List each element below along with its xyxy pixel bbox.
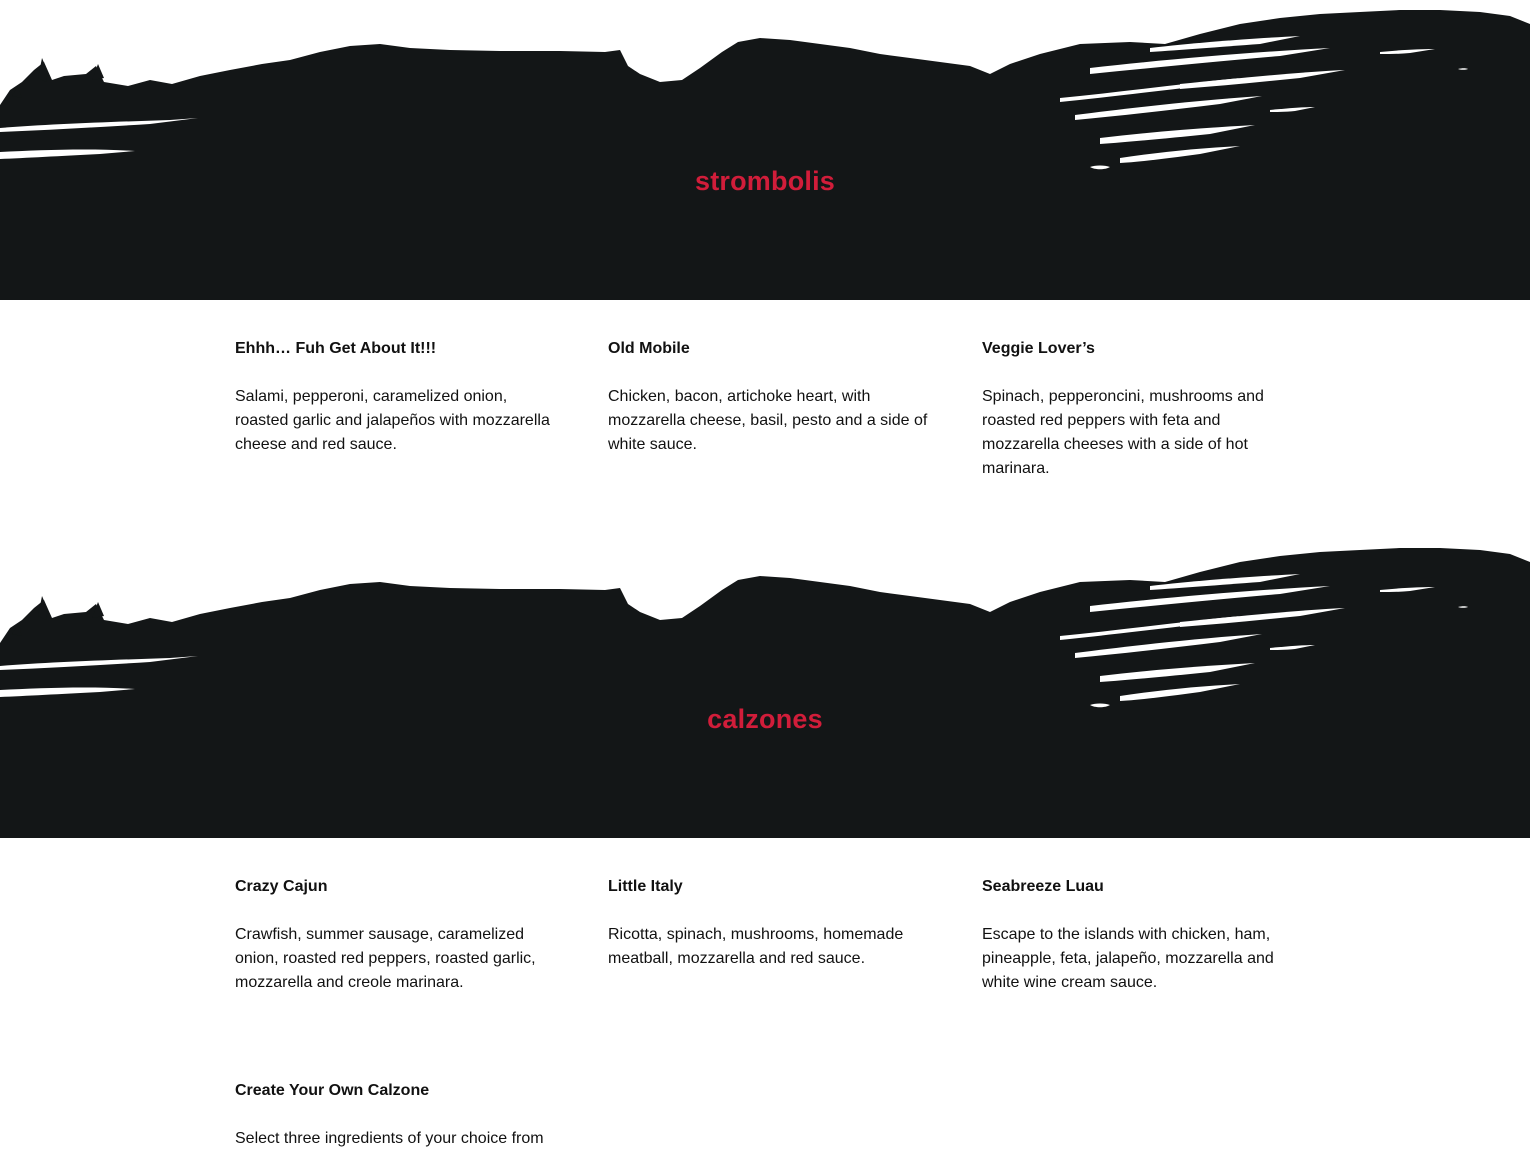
menu-item-name: Veggie Lover’s: [982, 340, 1095, 357]
menu-item-description: Escape to the islands with chicken, ham, pineapple, feta, jalapeño, mozzarella and white wine cream sauce.: [982, 926, 1274, 991]
menu-item: [982, 875, 1277, 995]
section-banner-calzones: [0, 538, 1530, 838]
menu-item: [235, 1079, 555, 1151]
menu-item: [235, 337, 555, 457]
brush-stroke-graphic: [0, 0, 1530, 300]
section-banner-strombolis: [0, 0, 1530, 300]
section-heading-strombolis: strombolis: [694, 166, 836, 196]
menu-item: [235, 875, 555, 995]
menu-item-name: Create Your Own Calzone: [235, 1082, 430, 1099]
menu-item-name: Ehhh… Fuh Get About It!!!: [235, 340, 437, 357]
menu-item-description: Crawfish, summer sausage, caramelized onion, roasted red peppers, roasted garlic, mozzarella and creole marinara.: [235, 926, 536, 991]
menu-item-name: Crazy Cajun: [235, 878, 328, 895]
menu-item-description: Salami, pepperoni, caramelized onion, roasted garlic and jalapeños with mozzarella cheese and red sauce.: [235, 388, 550, 453]
menu-item-name: Old Mobile: [608, 340, 690, 357]
section-heading-calzones: calzones: [707, 704, 823, 734]
menu-item: [608, 875, 908, 971]
menu-item: [608, 337, 928, 457]
menu-item-description: Chicken, bacon, artichoke heart, with mozzarella cheese, basil, pesto and a side of white sauce.: [608, 388, 928, 453]
menu-item: [982, 337, 1267, 481]
menu-item-description: Spinach, pepperoncini, mushrooms and roasted red peppers with feta and mozzarella cheeses with a side of hot marinara.: [982, 388, 1264, 477]
menu-item-name: Little Italy: [608, 878, 683, 895]
menu-item-description: Select three ingredients of your choice from: [235, 1130, 544, 1147]
menu-item-description: Ricotta, spinach, mushrooms, homemade meatball, mozzarella and red sauce.: [608, 926, 904, 967]
brush-stroke-graphic: [0, 538, 1530, 838]
menu-item-name: Seabreeze Luau: [982, 878, 1104, 895]
